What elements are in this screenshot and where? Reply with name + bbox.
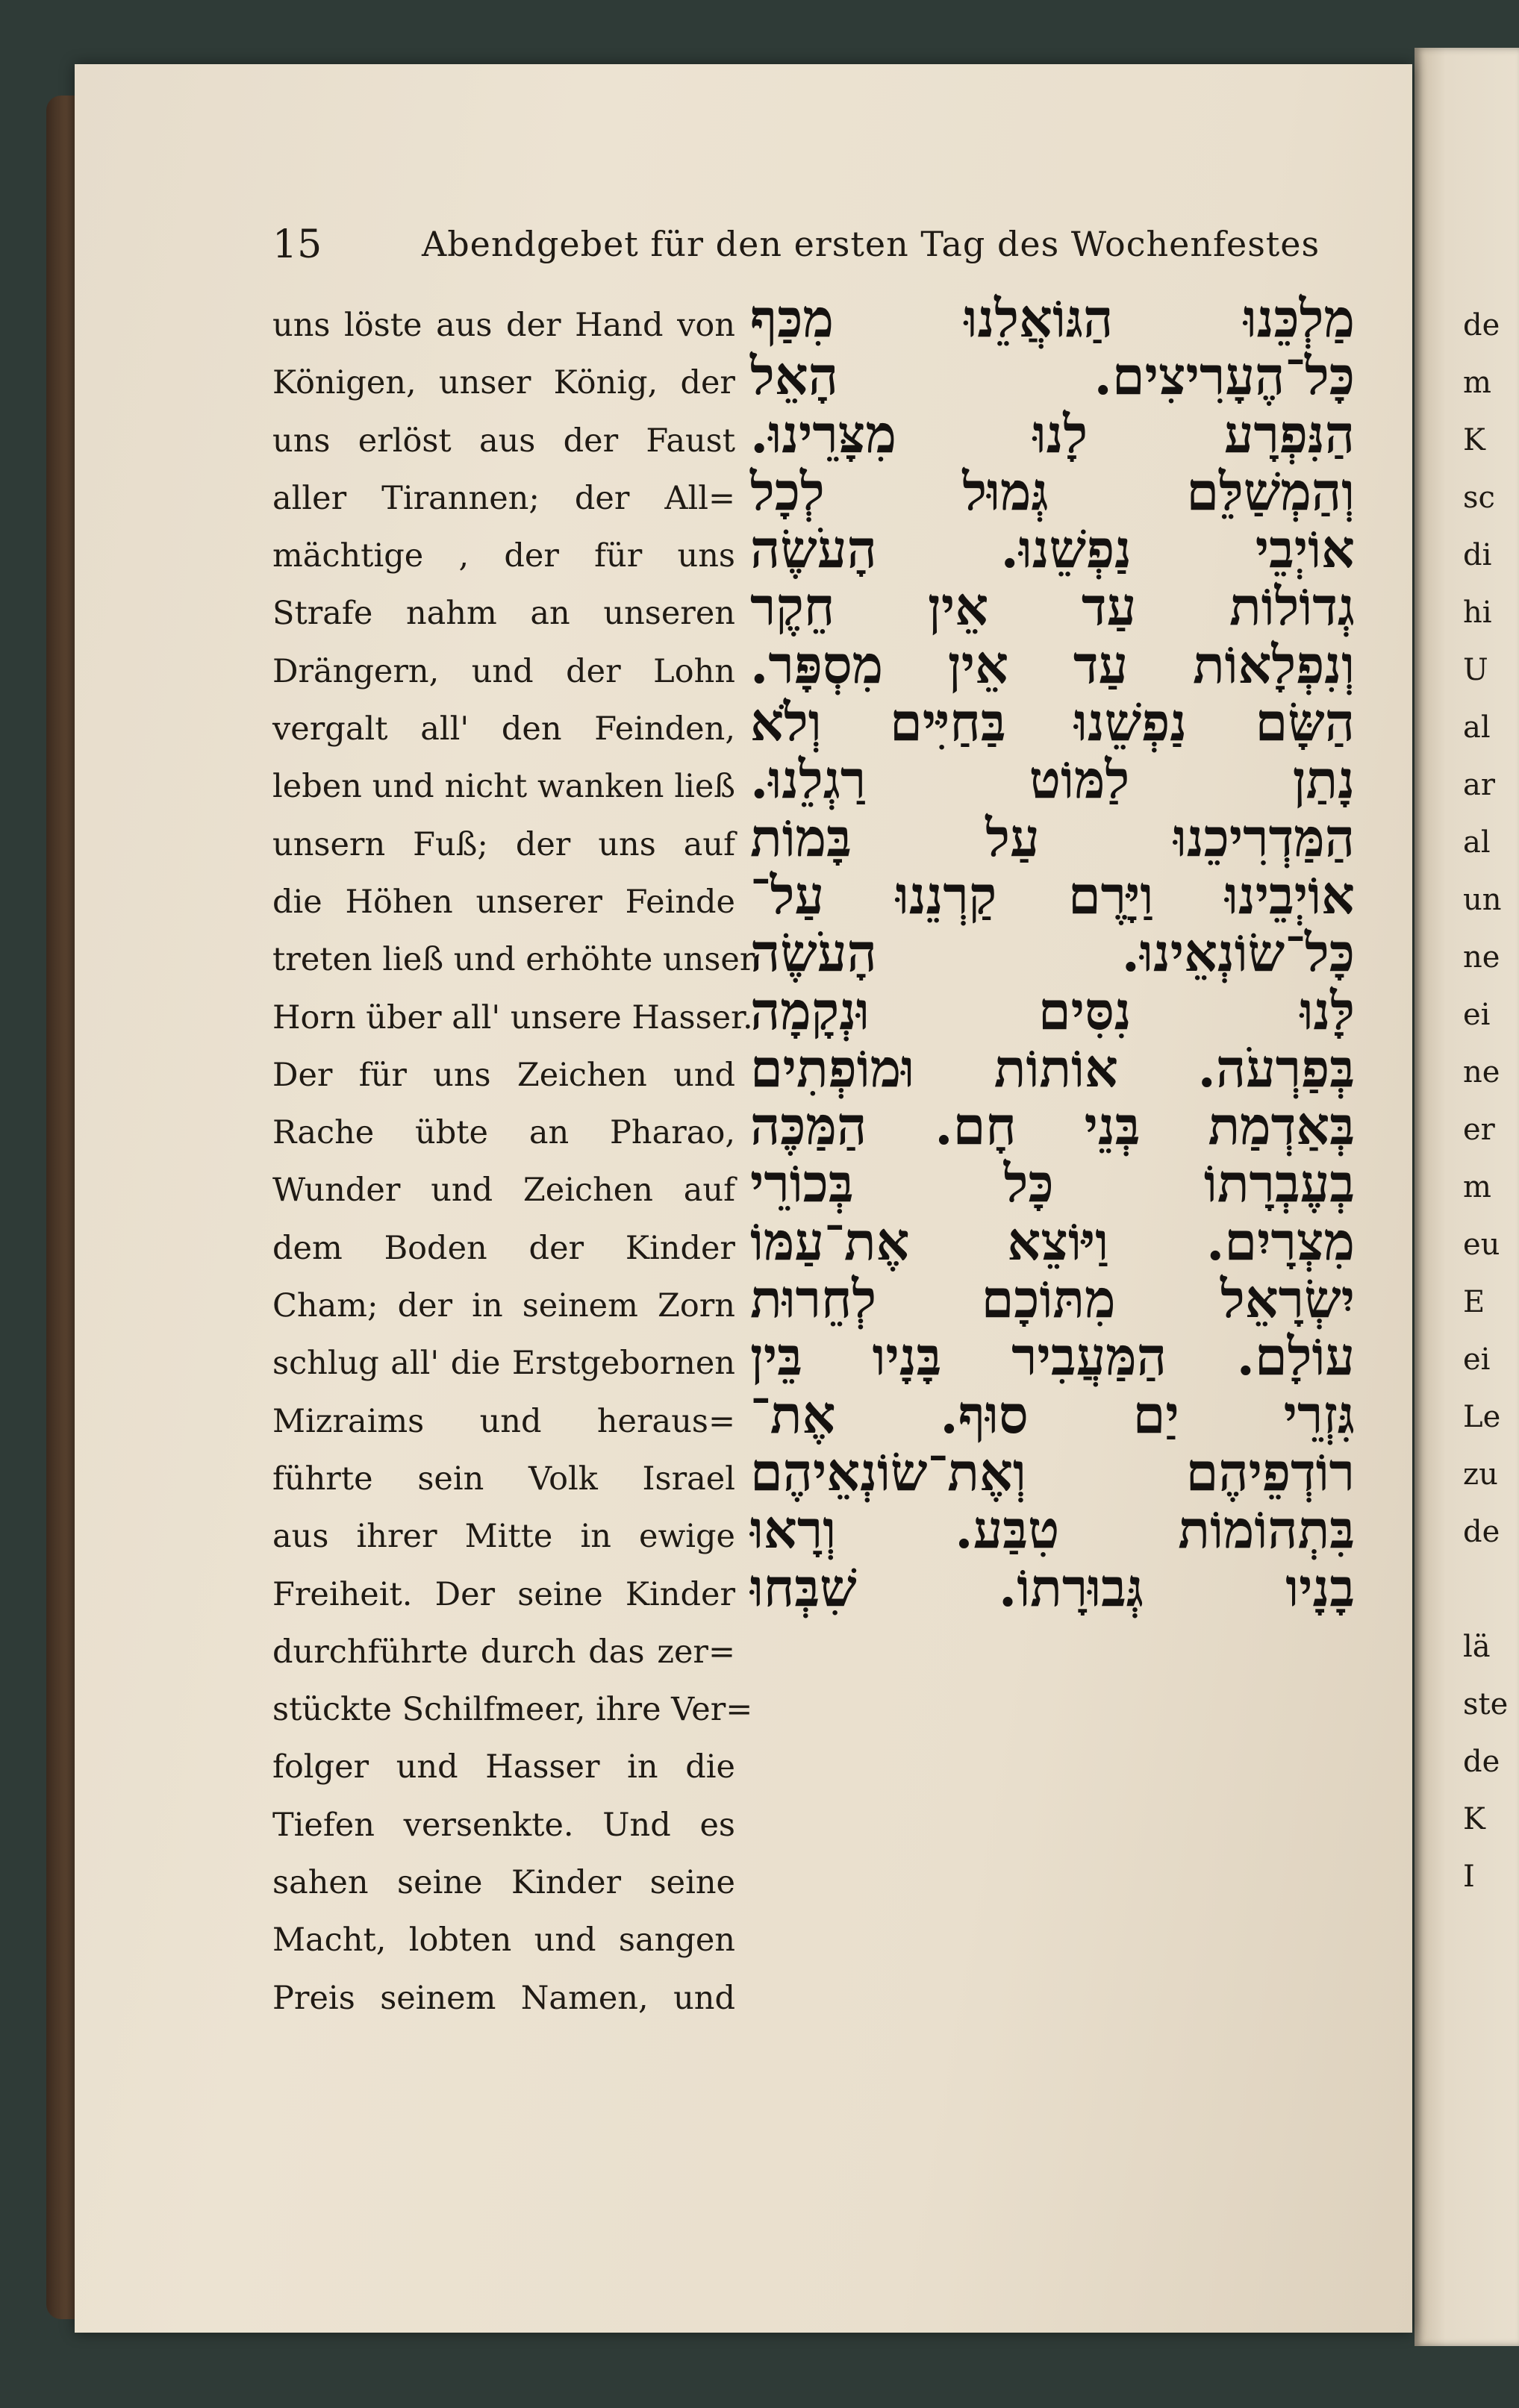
facing-page-fragment: m [1463,1170,1491,1204]
facing-page-fragment: ei [1463,1342,1491,1377]
german-line: Der für uns Zeichen und [272,1056,735,1094]
german-line: durchführte durch das zer= [272,1633,735,1671]
hebrew-line: אוֹיְבֵי נַפְשֵׁנוּ. הָעֹשֶׂה [750,518,1355,581]
german-line: führte sein Volk Israel [272,1460,735,1498]
german-line: uns löste aus der Hand von [272,307,735,344]
page-number: 15 [272,222,322,267]
german-line: unsern Fuß; der uns auf [272,825,735,863]
hebrew-line: הַשָּׂם נַפְשֵׁנוּ בַּחַיִּים וְלֹא [750,691,1355,754]
german-line: aus ihrer Mitte in ewige [272,1518,735,1556]
german-line: Preis seinem Namen, und [272,1979,735,2017]
facing-page-fragment: sc [1463,481,1495,515]
hebrew-line: בִּתְהוֹמוֹת טִבַּע. וְרָאוּ [750,1498,1355,1561]
facing-page-fragment: lä [1463,1630,1491,1664]
facing-page-fragment: ei [1463,998,1491,1032]
german-line: Mizraims und heraus= [272,1402,735,1440]
facing-page-fragment: eu [1463,1228,1500,1262]
german-line: leben und nicht wanken ließ [272,768,735,806]
facing-page-fragment: al [1463,825,1491,860]
facing-page-fragment: de [1463,1745,1500,1779]
german-line: Rache übte an Pharao, [272,1114,735,1152]
facing-page-fragment: E [1463,1285,1485,1319]
german-line: Cham; der in seinem Zorn [272,1287,735,1325]
hebrew-line: מַלְכֵּנוּ הַגּוֹאֲלֵנוּ מִכַּף [750,287,1355,349]
facing-page-text-fragments [1463,297,1509,1906]
german-line: Wunder und Zeichen auf [272,1172,735,1210]
german-line: aller Tirannen; der All= [272,479,735,517]
hebrew-line: בְּפַרְעֹה. אוֹתוֹת וּמוֹפְתִים [750,1036,1355,1099]
facing-page-fragment: ne [1463,1055,1500,1089]
hebrew-line: גְדוֹלוֹת עַד אֵין חֵקֶר [750,575,1355,638]
german-line: sahen seine Kinder seine [272,1864,735,1902]
hebrew-line: בְּאַדְמַת בְּנֵי חָם. הַמַּכֶּה [750,1095,1355,1157]
facing-page-fragment: ne [1463,940,1500,975]
german-line: Strafe nahm an unseren [272,595,735,633]
facing-page-fragment: K [1463,423,1485,457]
hebrew-line: אוֹיְבֵינוּ וַיָּרֶם קַרְנֵנוּ עַל־ [750,863,1355,926]
hebrew-line: נָתַן לַמּוֹט רַגְלֵנוּ. [750,748,1355,811]
hebrew-line: מִצְרָיִם. וַיּוֹצֵא אֶת־עַמּוֹ [750,1210,1355,1272]
hebrew-line: יִשְׂרָאֵל מִתּוֹכָם לְחֵרוּת [750,1268,1355,1330]
facing-page-fragment: de [1463,1515,1500,1549]
german-line: dem Boden der Kinder [272,1229,735,1267]
facing-page-fragment: K [1463,1802,1485,1836]
german-line: folger und Hasser in die [272,1748,735,1786]
hebrew-line: הַמַּדְרִיכֵנוּ עַל בָּמוֹת [750,806,1355,869]
german-line: Königen, unser König, der [272,364,735,402]
facing-page-fragment: er [1463,1113,1495,1147]
german-line: Drängern, und der Lohn [272,652,735,690]
german-line: uns erlöst aus der Faust [272,422,735,460]
hebrew-line: כָּל־שׂוֹנְאֵינוּ. הָעֹשֶׂה [750,922,1355,984]
facing-page-fragment: U [1463,653,1488,687]
german-line: Horn über all' unsere Hasser. [272,998,753,1036]
facing-page-fragment: di [1463,538,1492,572]
facing-page-fragment: I [1463,1860,1475,1894]
german-line: stückte Schilfmeer, ihre Ver= [272,1691,753,1729]
facing-page-fragment: un [1463,883,1502,917]
hebrew-line: וְהַמְשַׁלֵּם גְּמוּל לְכָל [750,460,1355,522]
hebrew-text-column [750,287,1355,1619]
german-line: schlug all' die Erstgebornen [272,1345,735,1383]
hebrew-line: בְעֶבְרָתוֹ כָּל בְּכוֹרֵי [750,1152,1355,1215]
facing-page-fragment: al [1463,710,1491,745]
facing-page-fragment: ste [1463,1687,1509,1721]
german-line: vergalt all' den Feinden, [272,710,735,748]
hebrew-line: גִּזְרֵי יַם סוּף. אֶת־ [750,1383,1355,1445]
facing-page-fragment: zu [1463,1457,1498,1492]
german-line: Macht, lobten und sangen [272,1921,735,1960]
hebrew-line: רוֹדְפֵיהֶם וְאֶת־שׂוֹנְאֵיהֶם [750,1440,1355,1503]
facing-page-fragment: Le [1463,1400,1501,1434]
facing-page-fragment [1463,1561,1493,1619]
facing-page-fragment: hi [1463,595,1492,630]
german-line: Freiheit. Der seine Kinder [272,1575,735,1613]
facing-page-fragment: de [1463,308,1500,343]
hebrew-line: כָּל־הֶעָרִיצִים. הָאֵל [750,345,1355,407]
german-line: treten ließ und erhöhte unser [272,941,755,979]
german-line: die Höhen unserer Feinde [272,883,735,921]
german-line: Tiefen versenkte. Und es [272,1806,735,1844]
facing-page-fragment: m [1463,366,1491,400]
hebrew-line: בָנָיו גְּבוּרָתוֹ. שִׁבְּחוּ [750,1556,1355,1619]
german-text-column [272,297,755,2027]
hebrew-line: וְנִפְלָאוֹת עַד אֵין מִסְפָּר. [750,633,1355,695]
facing-page-fragment: ar [1463,768,1495,802]
hebrew-line: לָּנוּ נִסִּים וּנְקָמָה [750,979,1355,1042]
german-line: mächtige , der für uns [272,537,735,575]
hebrew-line: הַנִּפְרָע לָנוּ מִצָּרֵינוּ. [750,402,1355,465]
running-head: Abendgebet für den ersten Tag des Wochenfestes [422,224,1320,264]
hebrew-line: עוֹלָם. הַמַּעֲבִיר בָּנָיו בֵּין [750,1325,1355,1388]
